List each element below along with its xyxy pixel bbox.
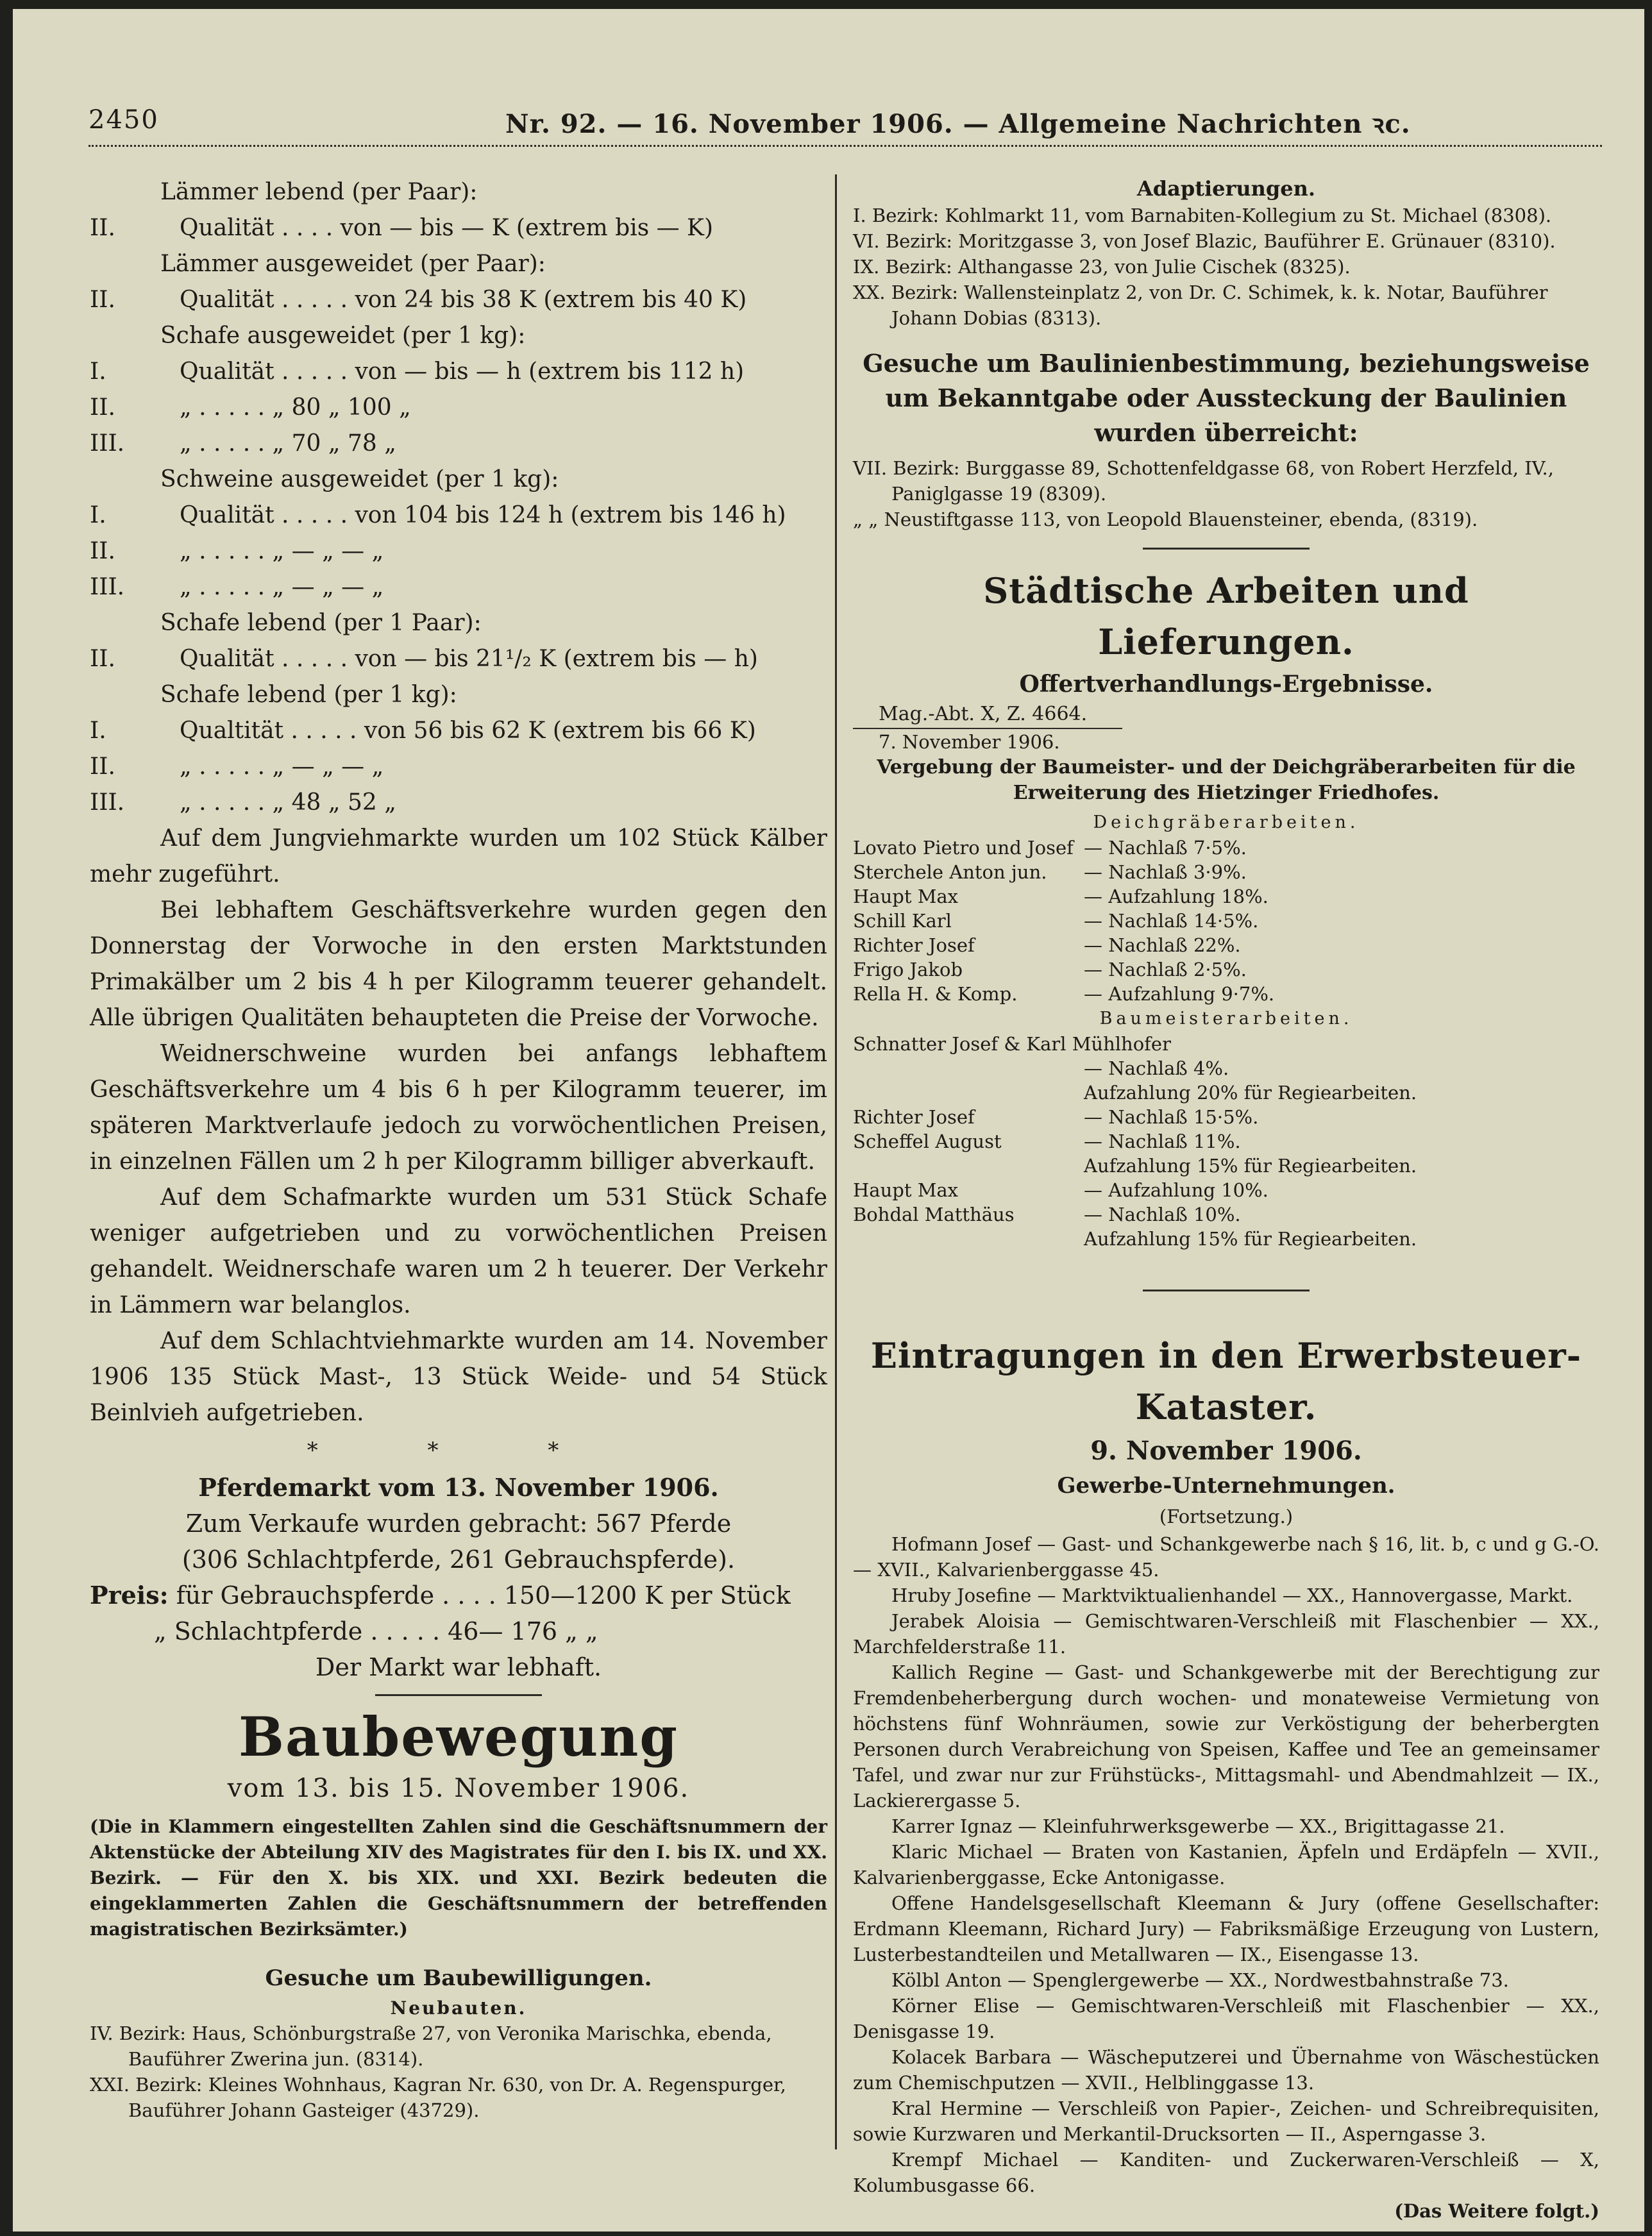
market-report <box>90 821 827 1431</box>
market-price-list <box>90 174 827 821</box>
quality-grade: II. <box>90 215 115 241</box>
page-number: 2450 <box>88 105 159 135</box>
baulinien-entries <box>853 455 1599 532</box>
result-row <box>853 860 1599 884</box>
bidder-name: Schill Karl <box>853 910 952 932</box>
bau-entry: XXI. Bezirk: Kleines Wohnhaus, Kagran Nr. 630, von Dr. A. Regenspurger, Bauführer Johann Gasteiger (43729). <box>90 2074 786 2121</box>
vergebung-text: Vergebung der Baumeister- und der Deichgräberarbeiten für die Erweiterung des Hietzinger Friedhofes. <box>877 756 1576 804</box>
market-category: Schafe ausgeweidet (per 1 kg): <box>160 323 526 349</box>
bid-result: — Nachlaß 7·5%. <box>1084 837 1247 859</box>
bid-result: — Aufzahlung 10%. <box>1084 1179 1268 1201</box>
issue-title: Nr. 92. — 16. November 1906. — Allgemeine Nachrichten ꝛc. <box>505 109 1411 139</box>
kataster-entries <box>853 1531 1599 2198</box>
market-category: Schafe lebend (per 1 kg): <box>160 682 457 708</box>
bidder-name: Schnatter Josef & Karl Mühlhofer <box>853 1033 1171 1055</box>
quality-grade: I. <box>90 718 106 744</box>
bid-result: — Nachlaß 3·9%. <box>1084 861 1247 883</box>
market-category: Schweine ausgeweidet (per 1 kg): <box>160 466 559 492</box>
kataster-entry: Kral Hermine — Verschleiß von Papier-, Zeichen- und Schreibrequisiten, sowie Kurzwaren und Merkantil-Drucksorten — II., Asperngasse 3. <box>853 2097 1599 2145</box>
result-row <box>853 982 1599 1006</box>
bid-result: — Aufzahlung 9·7%. <box>1084 983 1275 1005</box>
market-line <box>90 569 827 605</box>
right-column <box>853 174 1599 2224</box>
kataster-entry: Klaric Michael — Braten von Kastanien, Äpfeln und Erdäpfeln — XVII., Kalvarienberggasse, Ecke Antonigasse. <box>853 1841 1599 1888</box>
kataster-entry: Hruby Josefine — Marktviktualienhandel — XX., Hannovergasse, Markt. <box>891 1585 1573 1606</box>
kataster-heading: Eintragungen in den Erwerbsteuer-Kataster. <box>870 1335 1582 1427</box>
quality-prices: „ . . . . . „ — „ — „ <box>180 574 384 600</box>
price-label: Preis: <box>90 1581 169 1610</box>
result-row <box>853 1032 1599 1056</box>
bidder-name: Sterchele Anton jun. <box>853 861 1047 883</box>
offert-heading: Offertverhandlungs-Ergebnisse. <box>1019 671 1433 698</box>
quality-grade: III. <box>90 789 125 816</box>
bid-result: — Nachlaß 11%. <box>1084 1131 1241 1152</box>
market-line <box>90 785 827 821</box>
bid-result: Aufzahlung 20% für Regiearbeiten. <box>1084 1082 1417 1104</box>
column-divider <box>835 174 837 2149</box>
result-row <box>853 1227 1599 1251</box>
quality-prices: „ . . . . . „ — „ — „ <box>180 538 384 564</box>
market-line <box>90 534 827 569</box>
market-line <box>90 713 827 749</box>
bidder-name: Richter Josef <box>853 934 975 956</box>
bid-result: — Nachlaß 4%. <box>1084 1057 1229 1079</box>
section-separator-stars: * * * <box>307 1438 611 1463</box>
kataster-entry: Krempf Michael — Kanditen- und Zuckerwaren-Verschleiß — X, Kolumbusgasse 66. <box>853 2149 1599 2196</box>
kataster-entry: Offene Handelsgesellschaft Kleemann & Jury (offene Gesellschafter: Erdmann Kleemann, Richard Jury) — Fabriksmäßige Erzeugung von Lustern, Lusterbestandteilen und Metallwaren — IX., Eisengasse 13. <box>853 1892 1599 1965</box>
bid-result: — Aufzahlung 18%. <box>1084 886 1268 907</box>
kataster-entry: Karrer Ignaz — Kleinfuhrwerksgewerbe — XX., Brigittagasse 21. <box>891 1815 1505 1837</box>
adaptierung-entry: VI. Bezirk: Moritzgasse 3, von Josef Blazic, Bauführer E. Grünauer (8310). <box>853 230 1556 252</box>
quality-prices: Qualität . . . . . von — bis — h (extrem bis 112 h) <box>180 358 745 385</box>
result-row <box>853 933 1599 957</box>
baumeister-heading: Baumeisterarbeiten. <box>1099 1009 1353 1029</box>
quality-grade: II. <box>90 646 115 672</box>
bid-result: — Nachlaß 2·5%. <box>1084 959 1247 980</box>
quality-prices: Qualtität . . . . . von 56 bis 62 K (extrem bis 66 K) <box>180 718 756 744</box>
bidder-name: Rella H. & Komp. <box>853 983 1018 1005</box>
mag-reference: Mag.-Abt. X, Z. 4664. <box>853 701 1122 729</box>
bau-entry: IV. Bezirk: Haus, Schönburgstraße 27, von Veronika Marischka, ebenda, Bauführer Zwerina jun. (8314). <box>90 2022 772 2070</box>
kataster-entry: Hofmann Josef — Gast- und Schankgewerbe nach § 16, lit. b, c und g G.-O. — XVII., Kalvarienberggasse 45. <box>853 1533 1599 1581</box>
bid-result: — Nachlaß 10%. <box>1084 1204 1241 1225</box>
report-paragraph: Bei lebhaftem Geschäftsverkehre wurden gegen den Donnerstag der Vorwoche in den ersten Marktstunden Primakälber um 2 bis 4 h per Kilogramm teuerer gehandelt. Alle übrigen Qualitäten behaupteten die Preise der Vorwoche. <box>90 897 827 1031</box>
result-row <box>853 957 1599 982</box>
horse-market-line2: (306 Schlachtpferde, 261 Gebrauchspferde). <box>181 1545 736 1574</box>
kataster-entry: Körner Elise — Gemischtwaren-Verschleiß mit Flaschenbier — XX., Denisgasse 19. <box>853 1995 1599 2042</box>
kataster-entry: Kallich Regine — Gast- und Schankgewerbe mit der Berechtigung zur Fremdenbeherbergung durch wochen- und monateweise Vermietung von höchstens fünf Wohnräumen, sowie zur Verköstigung der beherbergten Personen durch Verabreichung von Speisen, Kaffee und Tee an gemeinsamer Tafel, und zwar nur zur Frühstücks-, Mittagsmahl- und Abendmahlzeit — IX., Lackierergasse 5. <box>853 1661 1599 1811</box>
result-row <box>853 836 1599 860</box>
horse-market-closing: Der Markt war lebhaft. <box>315 1653 602 1681</box>
horse-market-line1: Zum Verkaufe wurden gebracht: 567 Pferde <box>185 1509 732 1538</box>
header-rule <box>88 145 1602 153</box>
bidder-name: Lovato Pietro und Josef <box>853 837 1074 859</box>
market-line <box>90 282 827 318</box>
result-row <box>853 1105 1599 1129</box>
quality-grade: III. <box>90 430 125 457</box>
report-paragraph: Auf dem Schlachtviehmarkte wurden am 14. November 1906 135 Stück Mast-, 13 Stück Weide- und 54 Stück Beinlvieh aufgetrieben. <box>90 1328 827 1426</box>
horse-market-title: Pferdemarkt vom 13. November 1906. <box>198 1473 719 1502</box>
quality-grade: II. <box>90 394 115 421</box>
quality-grade: II. <box>90 753 115 780</box>
market-line <box>90 390 827 426</box>
result-row <box>853 1080 1599 1105</box>
baubewegung-note: (Die in Klammern eingestellten Zahlen sind die Geschäftsnummern der Aktenstücke der Abteilung XIV des Magistrates für den I. bis IX. und XX. Bezirk. — Für den X. bis XIX. und XXI. Bezirk bedeuten die eingeklammerten Zahlen die Geschäftsnummern der betreffenden magistratischen Bezirksämter.) <box>90 1816 827 1940</box>
gewerbe-heading: Gewerbe-Unternehmungen. <box>1057 1473 1395 1499</box>
mag-date: 7. November 1906. <box>879 731 1060 753</box>
quality-grade: I. <box>90 358 106 385</box>
kataster-entry: Kölbl Anton — Spenglergewerbe — XX., Nordwestbahnstraße 73. <box>891 1969 1509 1991</box>
market-line <box>90 426 827 462</box>
market-line <box>90 246 827 282</box>
result-row <box>853 909 1599 933</box>
quality-prices: Qualität . . . . . von 104 bis 124 h (extrem bis 146 h) <box>180 502 786 528</box>
baulinien-entry: „ „ Neustiftgasse 113, von Leopold Blauensteiner, ebenda, (8319). <box>853 509 1478 530</box>
newspaper-page <box>13 9 1644 2232</box>
left-column <box>90 174 827 2123</box>
kataster-entry: Jerabek Aloisia — Gemischtwaren-Verschleiß mit Flaschenbier — XX., Marchfelderstraße 11. <box>853 1610 1599 1658</box>
divider <box>1143 1290 1310 1291</box>
quality-prices: „ . . . . . „ 70 „ 78 „ <box>180 430 396 457</box>
divider <box>1143 548 1310 550</box>
horse-market <box>90 1470 827 1685</box>
market-line <box>90 641 827 677</box>
bid-result: Aufzahlung 15% für Regiearbeiten. <box>1084 1155 1417 1177</box>
fortsetzung-note: (Fortsetzung.) <box>1159 1506 1294 1527</box>
neubauten-heading: Neubauten. <box>390 1997 527 2019</box>
baubewilligung-entries <box>90 2021 827 2123</box>
adaptierung-entry: I. Bezirk: Kohlmarkt 11, vom Barnabiten-Kollegium zu St. Michael (8308). <box>853 205 1552 226</box>
baubewegung-section <box>90 1705 827 2123</box>
result-row <box>853 1202 1599 1227</box>
baumeister-results <box>853 1032 1599 1251</box>
result-row <box>853 884 1599 909</box>
bidder-name: Haupt Max <box>853 886 959 907</box>
adaptierungen-heading: Adaptierungen. <box>1136 176 1316 201</box>
bid-result: Aufzahlung 15% für Regiearbeiten. <box>1084 1228 1417 1250</box>
bidder-name: Bohdal Matthäus <box>853 1204 1015 1225</box>
quality-prices: „ . . . . . „ 48 „ 52 „ <box>180 789 396 816</box>
market-category: Lämmer ausgeweidet (per Paar): <box>160 251 546 277</box>
adaptierungen-entries <box>853 203 1599 331</box>
baubewegung-title: Baubewegung <box>238 1705 679 1769</box>
bid-result: — Nachlaß 14·5%. <box>1084 910 1259 932</box>
market-line <box>90 354 827 390</box>
bid-result: — Nachlaß 22%. <box>1084 934 1241 956</box>
page-header <box>88 94 1602 139</box>
market-line <box>90 174 827 210</box>
quality-prices: „ . . . . . „ 80 „ 100 „ <box>180 394 411 421</box>
bidder-name: Scheffel August <box>853 1131 1002 1152</box>
report-paragraph: Weidnerschweine wurden bei anfangs lebhaftem Geschäftsverkehre um 4 bis 6 h per Kilogramm teuerer, im späteren Marktverlaufe jedoch zu vorwöchentlichen Preisen, in einzelnen Fällen um 2 h per Kilogramm billiger abverkauft. <box>90 1041 827 1175</box>
adaptierung-entry: XX. Bezirk: Wallensteinplatz 2, von Dr. C. Schimek, k. k. Notar, Bauführer Johann Dobias (8313). <box>853 282 1548 329</box>
quality-grade: II. <box>90 287 115 313</box>
market-line <box>90 210 827 246</box>
market-line <box>90 462 827 498</box>
quality-grade: III. <box>90 574 125 600</box>
divider <box>375 1694 542 1696</box>
deichgraeber-heading: Deichgräberarbeiten. <box>1093 812 1360 832</box>
market-line <box>90 498 827 534</box>
result-row <box>853 1154 1599 1178</box>
kataster-entry: Kolacek Barbara — Wäscheputzerei und Übernahme von Wäschestücken zum Chemischputzen — XVII., Helblinggasse 13. <box>853 2046 1599 2094</box>
result-row <box>853 1129 1599 1154</box>
market-line <box>90 677 827 713</box>
quality-grade: II. <box>90 538 115 564</box>
deichgraeber-results <box>853 836 1599 1006</box>
baulinien-entry: VII. Bezirk: Burggasse 89, Schottenfeldgasse 68, von Robert Herzfeld, IV., Paniglgasse 19 (8309). <box>853 457 1554 505</box>
kataster-date: 9. November 1906. <box>1090 1436 1362 1466</box>
bid-result: — Nachlaß 15·5%. <box>1084 1106 1259 1128</box>
result-row <box>853 1056 1599 1080</box>
baubewilligungen-heading: Gesuche um Baubewilligungen. <box>265 1965 652 1991</box>
continued-note: (Das Weitere folgt.) <box>1394 2200 1599 2222</box>
quality-grade: I. <box>90 502 106 528</box>
result-row <box>853 1178 1599 1202</box>
baubewegung-subtitle: vom 13. bis 15. November 1906. <box>227 1774 690 1803</box>
bidder-name: Richter Josef <box>853 1106 975 1128</box>
bidder-name: Frigo Jakob <box>853 959 963 980</box>
report-paragraph: Auf dem Schafmarkte wurden um 531 Stück Schafe weniger aufgetrieben und zu vorwöchentlichen Preisen gehandelt. Weidnerschafe waren um 2 h teuerer. Der Verkehr in Lämmern war belanglos. <box>90 1184 827 1318</box>
market-category: Lämmer lebend (per Paar): <box>160 179 478 205</box>
report-paragraph: Auf dem Jungviehmarkte wurden um 102 Stück Kälber mehr zugeführt. <box>90 825 827 887</box>
quality-prices: Qualität . . . . . von — bis 21¹/₂ K (extrem bis — h) <box>180 646 758 672</box>
quality-prices: „ . . . . . „ — „ — „ <box>180 753 384 780</box>
market-line <box>90 318 827 354</box>
market-line <box>90 749 827 785</box>
market-line <box>90 605 827 641</box>
adaptierung-entry: IX. Bezirk: Althangasse 23, von Julie Cischek (8325). <box>853 256 1351 278</box>
quality-prices: Qualität . . . . von — bis — K (extrem bis — K) <box>180 215 713 241</box>
price-line-1: für Gebrauchspferde . . . . 150—1200 K per Stück <box>176 1581 791 1610</box>
baulinien-heading: Gesuche um Baulinienbestimmung, beziehungsweise um Bekanntgabe oder Aussteckung der Baulinien wurden überreicht: <box>863 349 1590 447</box>
staedtische-heading: Städtische Arbeiten und Lieferungen. <box>983 570 1469 662</box>
quality-prices: Qualität . . . . . von 24 bis 38 K (extrem bis 40 K) <box>180 287 747 313</box>
price-line-2: „ Schlachtpferde . . . . . 46— 176 „ „ <box>154 1617 598 1645</box>
market-category: Schafe lebend (per 1 Paar): <box>160 610 482 636</box>
bidder-name: Haupt Max <box>853 1179 959 1201</box>
